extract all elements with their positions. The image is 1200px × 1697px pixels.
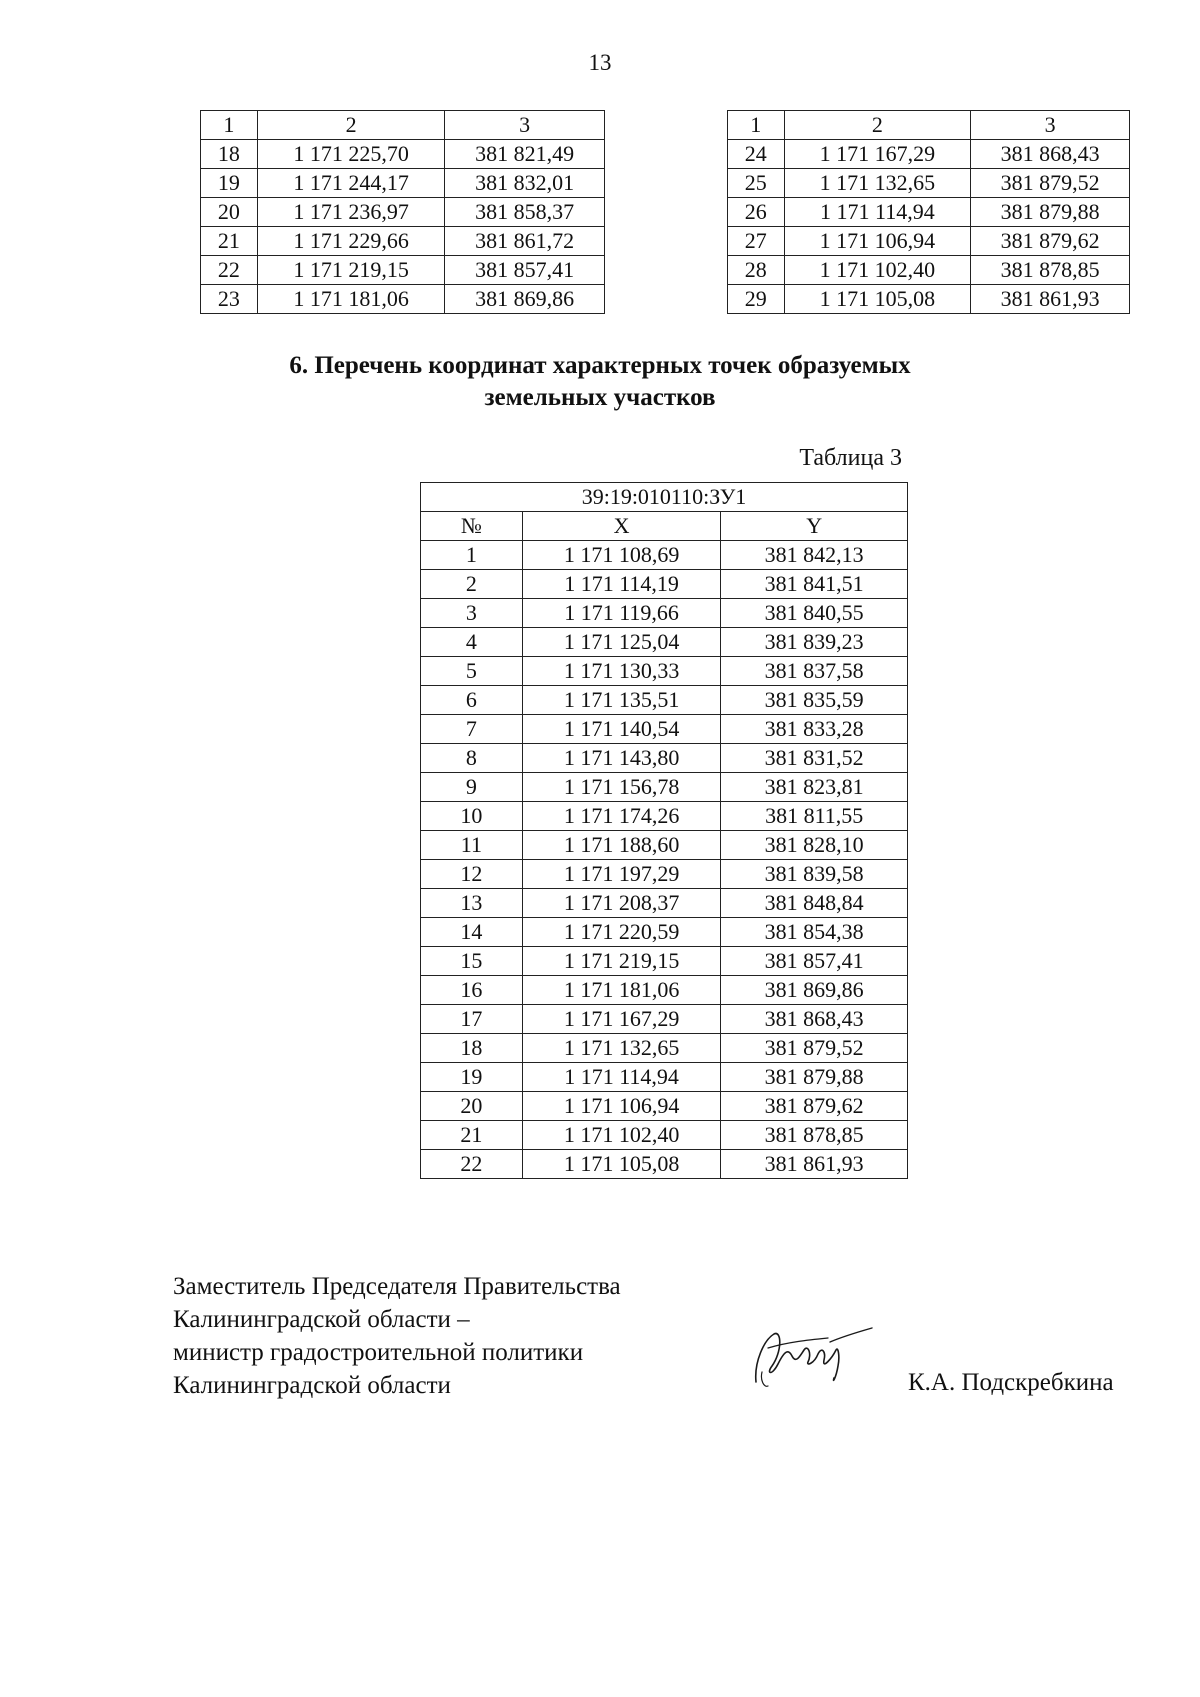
signatory-position: [173, 1270, 621, 1402]
x-coordinate-cell: 1 171 106,94: [522, 1092, 721, 1121]
continuation-table-left: [200, 110, 605, 314]
table-row: [728, 140, 1130, 169]
y-coordinate-cell: 381 868,43: [721, 1005, 908, 1034]
y-coordinate-cell: 381 857,41: [721, 947, 908, 976]
point-number-cell: 29: [728, 285, 785, 314]
x-coordinate-cell: 1 171 114,94: [784, 198, 971, 227]
x-coordinate-cell: 1 171 197,29: [522, 860, 721, 889]
point-number-cell: 19: [421, 1063, 523, 1092]
column-header-y: Y: [721, 512, 908, 541]
x-coordinate-cell: 1 171 167,29: [522, 1005, 721, 1034]
table-row: [201, 285, 605, 314]
x-coordinate-cell: 1 171 105,08: [522, 1150, 721, 1179]
x-coordinate-cell: 1 171 108,69: [522, 541, 721, 570]
y-coordinate-cell: 381 868,43: [971, 140, 1130, 169]
x-coordinate-cell: 1 171 188,60: [522, 831, 721, 860]
x-coordinate-cell: 1 171 225,70: [257, 140, 445, 169]
table-row: [421, 1121, 908, 1150]
table-row: [201, 227, 605, 256]
table-row: [421, 570, 908, 599]
point-number-cell: 7: [421, 715, 523, 744]
table-row: [421, 1034, 908, 1063]
y-coordinate-cell: 381 861,93: [721, 1150, 908, 1179]
x-coordinate-cell: 1 171 102,40: [784, 256, 971, 285]
table-caption: Таблица 3: [799, 445, 902, 471]
position-line: Калининградской области: [173, 1372, 451, 1399]
y-coordinate-cell: 381 879,52: [971, 169, 1130, 198]
column-header: 3: [445, 111, 605, 140]
column-header: 1: [201, 111, 258, 140]
point-number-cell: 12: [421, 860, 523, 889]
point-number-cell: 11: [421, 831, 523, 860]
table-row: [201, 256, 605, 285]
point-number-cell: 22: [201, 256, 258, 285]
y-coordinate-cell: 381 848,84: [721, 889, 908, 918]
point-number-cell: 18: [201, 140, 258, 169]
point-number-cell: 25: [728, 169, 785, 198]
point-number-cell: 1: [421, 541, 523, 570]
point-number-cell: 21: [421, 1121, 523, 1150]
table-row: [421, 1092, 908, 1121]
table-row: [421, 657, 908, 686]
table-row: [421, 744, 908, 773]
y-coordinate-cell: 381 837,58: [721, 657, 908, 686]
point-number-cell: 27: [728, 227, 785, 256]
point-number-cell: 13: [421, 889, 523, 918]
parcel-id-row: [421, 483, 908, 512]
point-number-cell: 6: [421, 686, 523, 715]
table-row: [421, 599, 908, 628]
x-coordinate-cell: 1 171 244,17: [257, 169, 445, 198]
page-number: 13: [588, 50, 612, 75]
x-coordinate-cell: 1 171 102,40: [522, 1121, 721, 1150]
x-coordinate-cell: 1 171 143,80: [522, 744, 721, 773]
point-number-cell: 18: [421, 1034, 523, 1063]
table-header-row: [201, 111, 605, 140]
table-row: [421, 1005, 908, 1034]
point-number-cell: 17: [421, 1005, 523, 1034]
point-number-cell: 16: [421, 976, 523, 1005]
table-row: [421, 715, 908, 744]
table-row: [421, 947, 908, 976]
table-row: [421, 918, 908, 947]
position-line: Заместитель Председателя Правительства: [173, 1273, 621, 1300]
coordinates-table: [420, 482, 908, 1179]
point-number-cell: 21: [201, 227, 258, 256]
table-row: [421, 976, 908, 1005]
table-row: [421, 831, 908, 860]
table-row: [728, 169, 1130, 198]
column-header-x: X: [522, 512, 721, 541]
point-number-cell: 19: [201, 169, 258, 198]
column-header: 1: [728, 111, 785, 140]
y-coordinate-cell: 381 821,49: [445, 140, 605, 169]
y-coordinate-cell: 381 839,58: [721, 860, 908, 889]
x-coordinate-cell: 1 171 106,94: [784, 227, 971, 256]
section-title-line: земельных участков: [484, 384, 716, 411]
point-number-cell: 9: [421, 773, 523, 802]
table-row: [421, 802, 908, 831]
y-coordinate-cell: 381 879,62: [721, 1092, 908, 1121]
column-header-number: №: [421, 512, 523, 541]
table-row: [421, 860, 908, 889]
x-coordinate-cell: 1 171 125,04: [522, 628, 721, 657]
y-coordinate-cell: 381 823,81: [721, 773, 908, 802]
x-coordinate-cell: 1 171 132,65: [522, 1034, 721, 1063]
x-coordinate-cell: 1 171 135,51: [522, 686, 721, 715]
table-row: [421, 686, 908, 715]
section-title-line: 6. Перечень координат характерных точек образуемых: [289, 352, 911, 379]
table-row: [728, 256, 1130, 285]
y-coordinate-cell: 381 839,23: [721, 628, 908, 657]
point-number-cell: 20: [421, 1092, 523, 1121]
y-coordinate-cell: 381 831,52: [721, 744, 908, 773]
x-coordinate-cell: 1 171 114,94: [522, 1063, 721, 1092]
column-header: 2: [784, 111, 971, 140]
y-coordinate-cell: 381 861,93: [971, 285, 1130, 314]
y-coordinate-cell: 381 832,01: [445, 169, 605, 198]
table-row: [728, 285, 1130, 314]
column-header: 3: [971, 111, 1130, 140]
x-coordinate-cell: 1 171 132,65: [784, 169, 971, 198]
y-coordinate-cell: 381 835,59: [721, 686, 908, 715]
table-header-row: [728, 111, 1130, 140]
y-coordinate-cell: 381 861,72: [445, 227, 605, 256]
parcel-id: 39:19:010110:ЗУ1: [421, 483, 908, 512]
table-row: [201, 198, 605, 227]
y-coordinate-cell: 381 858,37: [445, 198, 605, 227]
table-row: [728, 227, 1130, 256]
x-coordinate-cell: 1 171 229,66: [257, 227, 445, 256]
table-header-row: [421, 512, 908, 541]
table-row: [728, 198, 1130, 227]
y-coordinate-cell: 381 869,86: [445, 285, 605, 314]
point-number-cell: 28: [728, 256, 785, 285]
y-coordinate-cell: 381 842,13: [721, 541, 908, 570]
table-row: [201, 169, 605, 198]
point-number-cell: 20: [201, 198, 258, 227]
handwritten-signature: [748, 1322, 876, 1392]
y-coordinate-cell: 381 854,38: [721, 918, 908, 947]
x-coordinate-cell: 1 171 130,33: [522, 657, 721, 686]
x-coordinate-cell: 1 171 156,78: [522, 773, 721, 802]
x-coordinate-cell: 1 171 105,08: [784, 285, 971, 314]
y-coordinate-cell: 381 869,86: [721, 976, 908, 1005]
y-coordinate-cell: 381 841,51: [721, 570, 908, 599]
x-coordinate-cell: 1 171 174,26: [522, 802, 721, 831]
y-coordinate-cell: 381 833,28: [721, 715, 908, 744]
table-row: [421, 628, 908, 657]
point-number-cell: 22: [421, 1150, 523, 1179]
continuation-table-right: [727, 110, 1130, 314]
point-number-cell: 24: [728, 140, 785, 169]
y-coordinate-cell: 381 840,55: [721, 599, 908, 628]
y-coordinate-cell: 381 879,88: [721, 1063, 908, 1092]
y-coordinate-cell: 381 879,88: [971, 198, 1130, 227]
point-number-cell: 4: [421, 628, 523, 657]
x-coordinate-cell: 1 171 167,29: [784, 140, 971, 169]
point-number-cell: 2: [421, 570, 523, 599]
y-coordinate-cell: 381 878,85: [721, 1121, 908, 1150]
point-number-cell: 10: [421, 802, 523, 831]
x-coordinate-cell: 1 171 220,59: [522, 918, 721, 947]
y-coordinate-cell: 381 857,41: [445, 256, 605, 285]
y-coordinate-cell: 381 879,52: [721, 1034, 908, 1063]
point-number-cell: 23: [201, 285, 258, 314]
table-row: [421, 541, 908, 570]
table-row: [201, 140, 605, 169]
y-coordinate-cell: 381 879,62: [971, 227, 1130, 256]
x-coordinate-cell: 1 171 219,15: [522, 947, 721, 976]
section-title: [0, 350, 1200, 414]
table-row: [421, 1063, 908, 1092]
point-number-cell: 15: [421, 947, 523, 976]
position-line: министр градостроительной политики: [173, 1339, 584, 1366]
point-number-cell: 8: [421, 744, 523, 773]
y-coordinate-cell: 381 811,55: [721, 802, 908, 831]
point-number-cell: 26: [728, 198, 785, 227]
point-number-cell: 3: [421, 599, 523, 628]
table-row: [421, 889, 908, 918]
column-header: 2: [257, 111, 445, 140]
y-coordinate-cell: 381 828,10: [721, 831, 908, 860]
point-number-cell: 5: [421, 657, 523, 686]
x-coordinate-cell: 1 171 181,06: [257, 285, 445, 314]
y-coordinate-cell: 381 878,85: [971, 256, 1130, 285]
table-row: [421, 1150, 908, 1179]
x-coordinate-cell: 1 171 181,06: [522, 976, 721, 1005]
table-row: [421, 773, 908, 802]
x-coordinate-cell: 1 171 236,97: [257, 198, 445, 227]
point-number-cell: 14: [421, 918, 523, 947]
position-line: Калининградской области –: [173, 1306, 470, 1333]
x-coordinate-cell: 1 171 219,15: [257, 256, 445, 285]
x-coordinate-cell: 1 171 208,37: [522, 889, 721, 918]
signer-name: К.А. Подскребкина: [908, 1369, 1114, 1396]
x-coordinate-cell: 1 171 140,54: [522, 715, 721, 744]
x-coordinate-cell: 1 171 114,19: [522, 570, 721, 599]
x-coordinate-cell: 1 171 119,66: [522, 599, 721, 628]
